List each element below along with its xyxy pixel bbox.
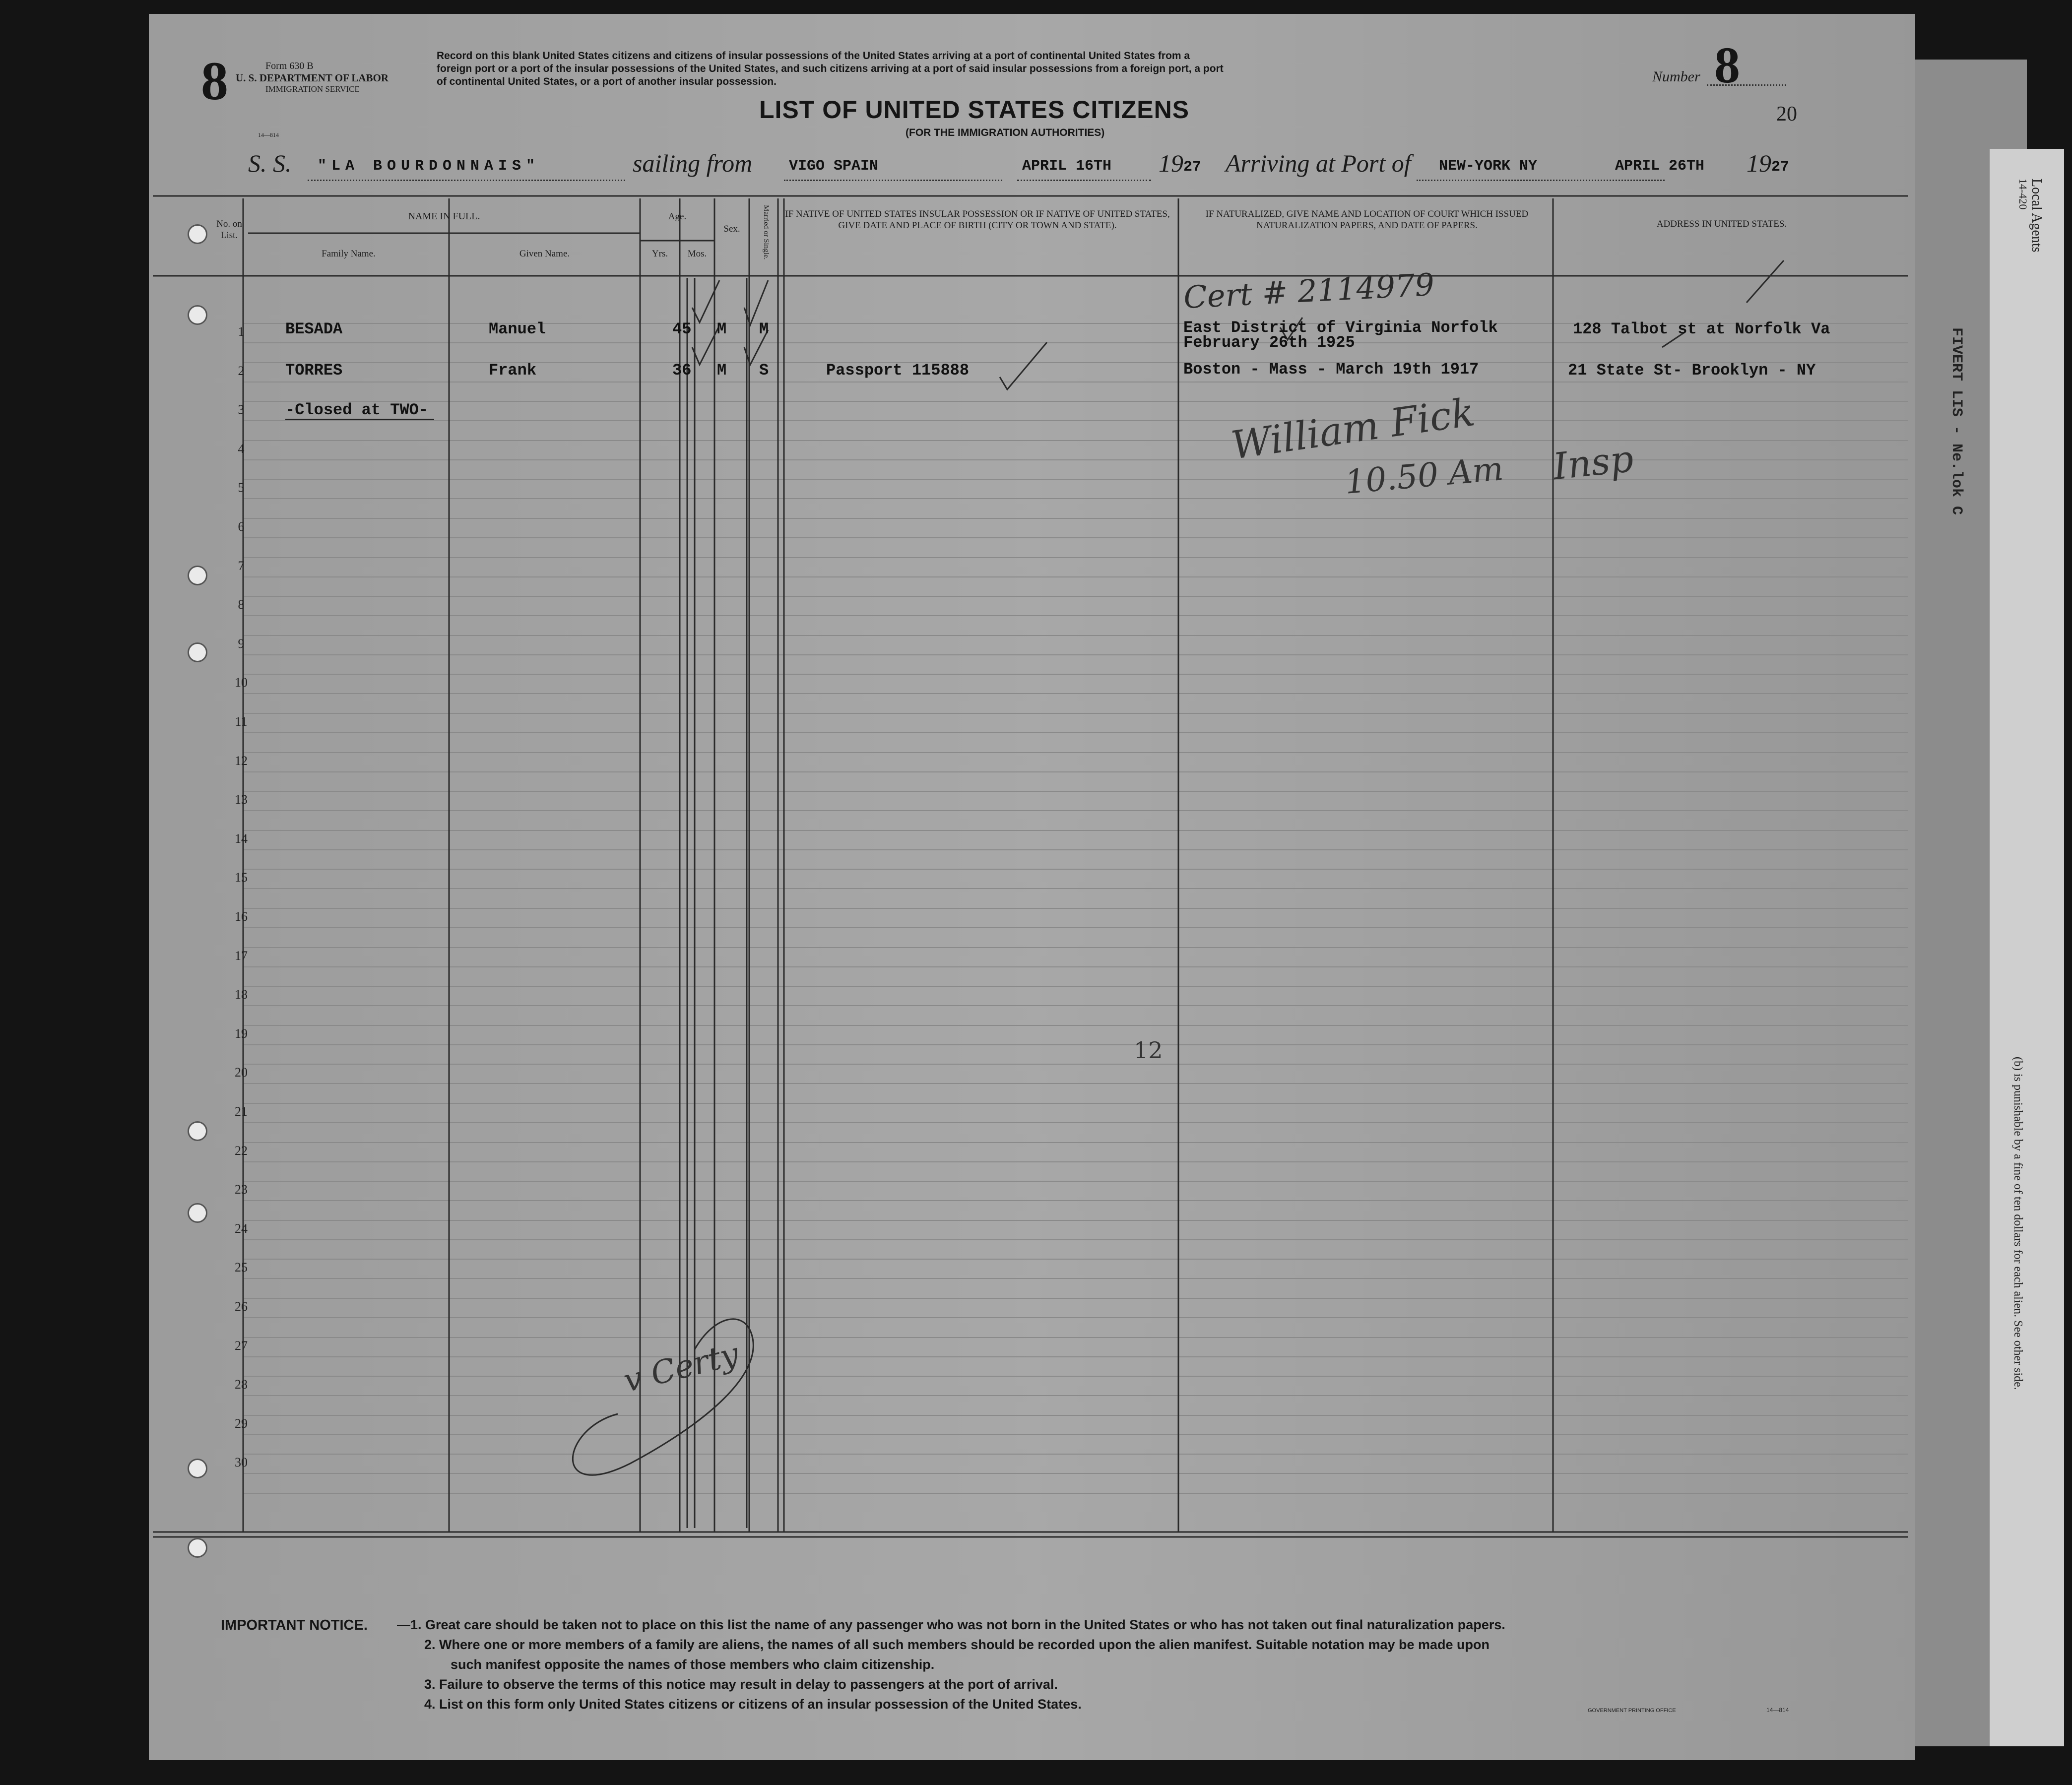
col-native-info: IF NATIVE OF UNITED STATES INSULAR POSSESSION OR IF NATIVE OF UNITED STATES, GIVE DATE AND PLACE OF BIRTH (CITY OR TOWN AND STATE). [785,209,1170,231]
row-number: 5 [238,480,245,495]
punch-hole [188,224,207,244]
punch-hole [188,642,207,662]
row-number: 21 [235,1104,248,1119]
punch-hole [188,1203,207,1223]
circled-note: v Certy [620,1336,743,1400]
printer-label: GOVERNMENT PRINTING OFFICE [1588,1708,1676,1714]
arriving-label: Arriving at Port of [1226,149,1411,177]
entry-marital: M [759,320,769,338]
punch-hole [188,1538,207,1558]
inspector-signature: William Fick [1229,390,1478,468]
page-title: LIST OF UNITED STATES CITIZENS [759,96,1190,124]
row-number: 3 [238,402,245,417]
entry-sex: M [717,361,727,380]
col-naturalized-info: IF NATURALIZED, GIVE NAME AND LOCATION OF COURT WHICH ISSUED NATURALIZATION PAPERS, AND DATE OF PAPERS. [1205,209,1529,231]
closing-note: -Closed at TWO- [285,401,429,419]
check-mark [692,280,719,322]
side-fine-text: (b) is punishable by a fine of ten dollars for each alien. See other side. [2011,1057,2024,1390]
stamp-number: 12 [1134,1037,1163,1064]
instructions-line: foreign port or a port of the insular possessions of the United States, and such citizens arriving at a port of said insular possessions from a foreign port, a port [437,63,1224,74]
row-number: 19 [235,1026,248,1041]
col-age-mos: Mos. [687,249,707,259]
cert-number: Cert # 2114979 [1182,266,1435,316]
row-number: 17 [235,949,248,963]
entry-age-yrs: 36 [672,361,692,380]
row-number: 23 [235,1182,248,1197]
entry-age-yrs: 45 [672,320,692,338]
notice-item: 4. List on this form only United States citizens or citizens of an insular possession of the United States. [424,1697,1082,1712]
row-number: 22 [235,1144,248,1158]
row-number: 8 [238,597,245,612]
entry-family-name: BESADA [285,320,343,338]
number-value: 8 [1714,37,1740,94]
entry-court-line1: East District of Virginia Norfolk [1183,319,1498,337]
entry-family-name: TORRES [285,361,343,380]
entry-court-line1: Boston - Mass - March 19th 1917 [1183,360,1479,379]
row-number: 24 [235,1221,248,1236]
arrival-year-prefix: 19 [1747,149,1771,177]
row-number: 1 [238,324,245,339]
from-port: VIGO SPAIN [789,158,879,175]
row-number: 26 [235,1299,248,1314]
arrival-year: 27 [1771,159,1790,176]
row-number: 27 [235,1339,248,1353]
sailing-label: sailing from [633,149,753,177]
punch-hole [188,1459,207,1478]
arrival-port: NEW-YORK NY [1439,158,1538,175]
entry-address: 21 State St- Brooklyn - NY [1568,361,1816,380]
punch-hole [188,305,207,325]
entry-given-name: Manuel [489,320,546,338]
notice-item: 3. Failure to observe the terms of this notice may result in delay to passengers at the port of arrival. [424,1677,1058,1692]
department-label: U. S. DEPARTMENT OF LABOR [236,72,389,84]
row-number: 28 [235,1377,248,1392]
notice-item: such manifest opposite the names of those members who claim citizenship. [451,1657,935,1672]
row-number: 16 [235,909,248,924]
entry-address: 128 Talbot st at Norfolk Va [1573,320,1830,338]
col-family-name: Family Name. [322,249,376,259]
col-address: ADDRESS IN UNITED STATES. [1656,219,1787,229]
instructions-line: of continental United States, or a port of another insular possession. [437,76,777,87]
col-no-on-list: No. on List. [216,219,242,241]
arrival-date: APRIL 26TH [1615,158,1705,175]
inspection-time: 10.50 Am [1343,449,1505,502]
departure-date: APRIL 16TH [1022,158,1112,175]
col-name-in-full: NAME IN FULL. [408,211,480,222]
side-rotated-typed: FIVERT LIS - Ne.lok C [1948,327,1965,515]
side-agents-code: 14-420 [2017,179,2029,210]
row-number: 20 [235,1065,248,1080]
row-number: 12 [235,754,248,768]
col-age: Age. [668,211,687,222]
entry-court-line2: February 26th 1925 [1183,333,1355,352]
ss-label: S. S. [248,149,292,177]
row-number: 6 [238,519,245,534]
notice-item: 2. Where one or more members of a family are aliens, the names of all such members should be recorded upon the alien manifest. Suitable notation may be made upon [424,1637,1490,1652]
row-number: 2 [238,364,245,378]
col-sex: Sex. [723,224,740,234]
departure-year: 27 [1183,159,1202,176]
check-mark [1747,260,1784,303]
instructions [437,50,1573,88]
row-number: 15 [235,870,248,885]
row-number: 11 [235,714,248,729]
notice-item: —1. Great care should be taken not to place on this list the name of any passenger who was not born in the United States or who has not taken out final naturalization papers. [397,1617,1505,1632]
printer-code: 14—814 [1766,1707,1789,1714]
instructions-line: Record on this blank United States citizens and citizens of insular possessions of the United States arriving at a port of continental United States from a [437,50,1190,62]
row-number: 29 [235,1416,248,1431]
row-number: 13 [235,792,248,807]
row-number: 30 [235,1455,248,1469]
service-label: IMMIGRATION SERVICE [265,84,360,94]
row-number: 14 [235,831,248,846]
page-subtitle: (FOR THE IMMIGRATION AUTHORITIES) [906,127,1105,138]
row-number: 18 [235,987,248,1002]
col-married-or-single: Married or Single. [762,205,770,260]
punch-hole [188,566,207,585]
notice-heading: IMPORTANT NOTICE. [221,1617,368,1633]
punch-hole [188,1121,207,1141]
ship-name: "LA BOURDONNAIS" [318,158,540,175]
row-number: 9 [238,637,245,651]
departure-year-prefix: 19 [1159,149,1183,177]
page-mark: 8 [201,51,228,111]
entry-given-name: Frank [489,361,537,380]
print-code: 14—814 [258,131,279,138]
entry-sex: M [717,320,727,338]
row-number: 4 [238,442,245,456]
page-number: 20 [1776,103,1797,126]
check-mark [744,280,768,325]
inspector-initials: Insp [1551,437,1636,489]
row-number: 25 [235,1260,248,1275]
col-given-name: Given Name. [519,249,570,259]
entry-native-info: Passport 115888 [826,361,970,380]
col-age-yrs: Yrs. [651,249,668,259]
row-number: 10 [235,675,248,690]
form-number: Form 630 B [265,61,314,71]
side-agents-label: Local Agents [2029,179,2044,253]
row-number: 7 [238,559,245,573]
entry-marital: S [759,361,769,380]
number-label: Number [1652,68,1700,85]
